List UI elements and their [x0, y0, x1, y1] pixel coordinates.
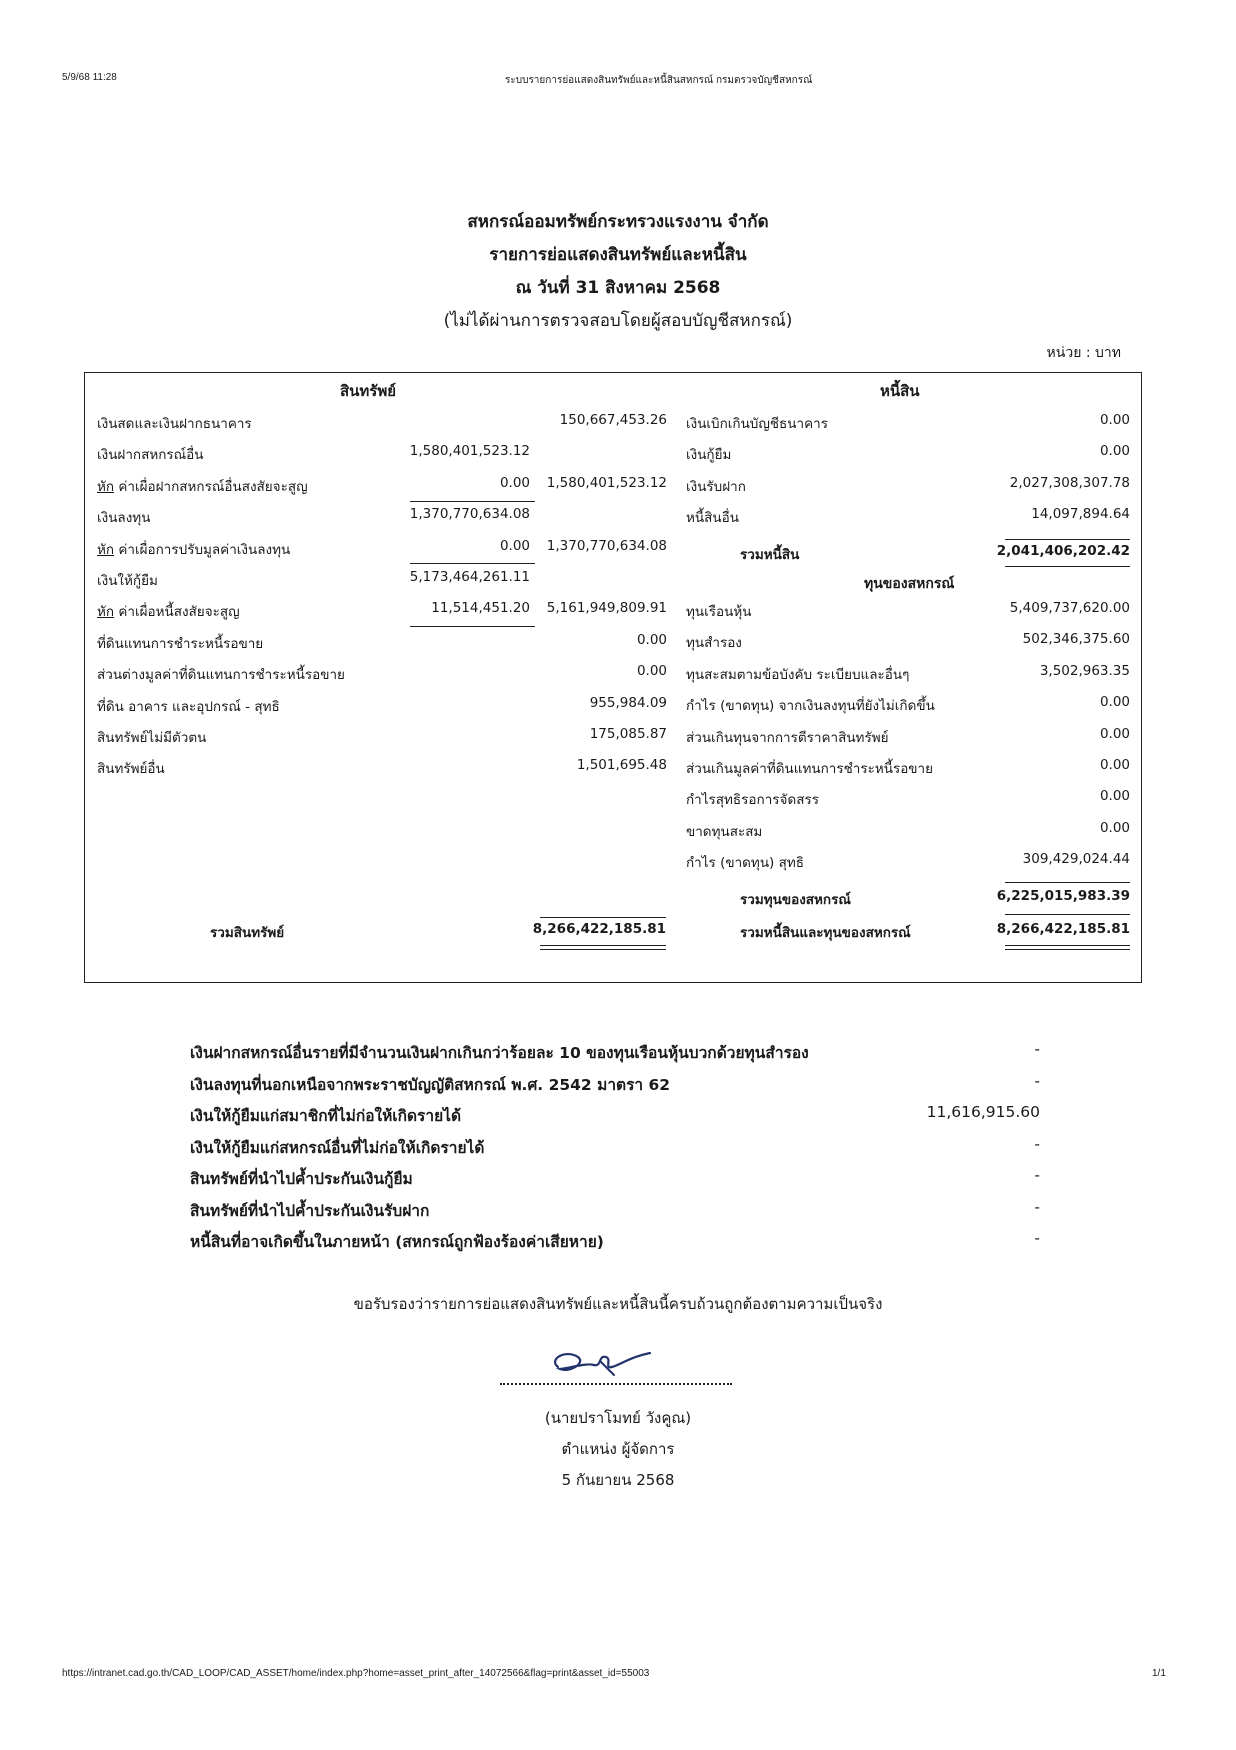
equity-label: ทุนเรือนหุ้น — [686, 604, 752, 620]
asset-label: ที่ดินแทนการชำระหนี้รอขาย — [97, 635, 264, 652]
asset-total-value: 150,667,453.26 — [559, 412, 667, 428]
note-label: เงินฝากสหกรณ์อื่นรายที่มีจำนวนเงินฝากเกินกว่าร้อยละ 10 ของทุนเรือนหุ้นบวกด้วยทุนสำรอง — [190, 1044, 809, 1062]
liabilities-total-underline — [1005, 566, 1130, 567]
equity-total-underline — [1005, 914, 1130, 915]
asset-row — [97, 412, 667, 432]
liability-label: เงินกู้ยืม — [686, 447, 732, 464]
asset-label: เงินสดและเงินฝากธนาคาร — [97, 416, 252, 432]
equity-row — [686, 788, 1130, 808]
liabilities-total-value: 2,041,406,202.42 — [996, 543, 1130, 559]
note-label: เงินให้กู้ยืมแก่สหกรณ์อื่นที่ไม่ก่อให้เกิดรายได้ — [190, 1138, 485, 1157]
equity-value: 0.00 — [1099, 819, 1130, 836]
liability-value: 14,097,894.64 — [1031, 506, 1130, 523]
asset-sub-value: 1,370,770,634.08 — [409, 506, 530, 523]
asset-label: ค่าเผื่อฝากสหกรณ์อื่นสงสัยจะสูญ — [114, 478, 308, 495]
note-value: - — [1034, 1166, 1040, 1184]
liability-row — [686, 475, 1130, 495]
equity-heading: ทุนของสหกรณ์ — [864, 576, 955, 592]
asset-prefix: หัก — [97, 478, 115, 495]
asset-row — [97, 443, 667, 463]
grand-total-doubleline — [1005, 945, 1130, 950]
asset-row — [97, 538, 667, 558]
equity-label: ส่วนเกินมูลค่าที่ดินแทนการชำระหนี้รอขาย — [686, 761, 934, 777]
liability-value: 0.00 — [1099, 412, 1130, 428]
equity-value: 3,502,963.35 — [1039, 662, 1130, 679]
asset-sub-value: 5,173,464,261.11 — [409, 569, 530, 585]
asset-total-value: 175,085.87 — [589, 726, 667, 742]
grand-total-label: รวมหนี้สินและทุนของสหกรณ์ — [740, 925, 911, 941]
certification-text: ขอรับรองว่ารายการย่อแสดงสินทรัพย์และหนี้สินนี้ครบถ้วนถูกต้องตามความเป็นจริง — [353, 1295, 883, 1313]
coop-name: สหกรณ์ออมทรัพย์กระทรวงแรงงาน จำกัด — [467, 212, 769, 232]
assets-total-topline — [540, 917, 666, 918]
asset-row — [97, 600, 667, 620]
note-value: - — [1034, 1197, 1040, 1216]
liability-label: เงินเบิกเกินบัญชีธนาคาร — [686, 416, 828, 432]
equity-value: 0.00 — [1099, 757, 1130, 773]
liability-value: 2,027,308,307.78 — [1009, 474, 1130, 491]
asset-row — [97, 663, 667, 683]
assets-total-label: รวมสินทรัพย์ — [210, 925, 285, 941]
asset-label: ค่าเผื่อการปรับมูลค่าเงินลงทุน — [114, 541, 291, 558]
note-label: หนี้สินที่อาจเกิดขึ้นในภายหน้า (สหกรณ์ถูกฟ้องร้องค่าเสียหาย) — [190, 1233, 604, 1251]
asset-total-value: 1,580,401,523.12 — [546, 474, 667, 491]
asset-row — [97, 695, 667, 715]
equity-label: ทุนสำรอง — [686, 635, 742, 652]
equity-value: 5,409,737,620.00 — [1009, 600, 1130, 616]
asset-sub-value: 1,580,401,523.12 — [409, 443, 530, 460]
equity-row — [686, 631, 1130, 651]
system-title: ระบบรายการย่อแสดงสินทรัพย์และหนี้สินสหกรณ์ กรมตรวจบัญชีสหกรณ์ — [505, 75, 813, 86]
asset-prefix: หัก — [97, 604, 115, 621]
asset-label: เงินฝากสหกรณ์อื่น — [97, 447, 204, 464]
asset-sub-value: 11,514,451.20 — [431, 600, 530, 617]
signatory-name: (นายปราโมทย์ วังคูณ) — [544, 1409, 692, 1427]
note-label: เงินลงทุนที่นอกเหนือจากพระราชบัญญัติสหกรณ์ พ.ศ. 2542 มาตรา 62 — [190, 1075, 671, 1094]
liability-label: หนี้สินอื่น — [686, 510, 739, 527]
liability-row — [686, 506, 1130, 526]
assets-heading: สินทรัพย์ — [340, 382, 397, 400]
asset-total-value: 0.00 — [636, 631, 667, 648]
sub-underline-3 — [410, 626, 535, 627]
equity-row — [686, 726, 1130, 746]
asset-total-value: 955,984.09 — [589, 694, 667, 711]
signature-image — [540, 1345, 670, 1385]
signature-line — [500, 1383, 732, 1385]
asset-row — [97, 632, 667, 652]
asset-label: ที่ดิน อาคาร และอุปกรณ์ - สุทธิ — [97, 698, 280, 715]
asset-total-value: 1,501,695.48 — [576, 757, 667, 774]
sub-underline-1 — [410, 501, 535, 502]
note-value: - — [1034, 1071, 1040, 1090]
report-title: รายการย่อแสดงสินทรัพย์และหนี้สิน — [489, 245, 747, 265]
asset-label: เงินลงทุน — [97, 510, 151, 527]
asset-label: ค่าเผื่อหนี้สงสัยจะสูญ — [114, 604, 240, 621]
page-number: 1/1 — [1152, 1668, 1166, 1679]
signatory-position: ตำแหน่ง ผู้จัดการ — [561, 1440, 675, 1458]
equity-value: 0.00 — [1099, 694, 1130, 711]
asset-sub-value: 0.00 — [499, 537, 530, 554]
equity-label: กำไร (ขาดทุน) จากเงินลงทุนที่ยังไม่เกิดขึ้น — [686, 698, 935, 715]
equity-total-value: 6,225,015,983.39 — [996, 888, 1130, 904]
liabilities-total-topline — [1005, 539, 1130, 540]
note-value: 11,616,915.60 — [926, 1103, 1040, 1121]
print-url: https://intranet.cad.go.th/CAD_LOOP/CAD_ASSET/home/index.php?home=asset_print_after_14072566&flag=print&asset_id=55003 — [62, 1668, 650, 1679]
equity-row — [686, 820, 1130, 840]
equity-label: ขาดทุนสะสม — [686, 823, 763, 840]
equity-label: กำไร (ขาดทุน) สุทธิ — [686, 855, 804, 872]
note-value: - — [1034, 1134, 1040, 1153]
assets-total-value: 8,266,422,185.81 — [532, 921, 666, 937]
equity-value: 502,346,375.60 — [1022, 631, 1130, 648]
asset-total-value: 5,161,949,809.91 — [546, 600, 667, 617]
liability-label: เงินรับฝาก — [686, 478, 746, 495]
asset-prefix: หัก — [97, 541, 115, 558]
note-value: - — [1034, 1229, 1040, 1247]
equity-row — [686, 851, 1130, 871]
equity-row — [686, 663, 1130, 683]
equity-value: 309,429,024.44 — [1022, 851, 1130, 868]
liability-row — [686, 443, 1130, 463]
assets-total-doubleline — [540, 945, 666, 950]
note-label: เงินให้กู้ยืมแก่สมาชิกที่ไม่ก่อให้เกิดรายได้ — [190, 1107, 462, 1125]
equity-total-label: รวมทุนของสหกรณ์ — [740, 892, 851, 908]
report-date: ณ วันที่ 31 สิงหาคม 2568 — [515, 278, 721, 298]
asset-sub-value: 0.00 — [499, 474, 530, 491]
asset-row — [97, 506, 667, 526]
asset-label: เงินให้กู้ยืม — [97, 573, 158, 589]
asset-row — [97, 475, 667, 495]
signatory-date: 5 กันยายน 2568 — [561, 1471, 675, 1489]
equity-row — [686, 600, 1130, 620]
asset-label: ส่วนต่างมูลค่าที่ดินแทนการชำระหนี้รอขาย — [97, 667, 345, 684]
equity-label: กำไรสุทธิรอการจัดสรร — [686, 792, 819, 809]
sub-underline-2 — [410, 563, 535, 564]
liabilities-heading: หนี้สิน — [880, 382, 920, 400]
unit-label: หน่วย : บาท — [1046, 345, 1121, 361]
equity-value: 0.00 — [1099, 788, 1130, 805]
liabilities-total-label: รวมหนี้สิน — [740, 547, 800, 563]
asset-label: สินทรัพย์ไม่มีตัวตน — [97, 730, 207, 746]
asset-total-value: 1,370,770,634.08 — [546, 537, 667, 554]
grand-total-value: 8,266,422,185.81 — [996, 921, 1130, 937]
note-label: สินทรัพย์ที่นำไปค้ำประกันเงินกู้ยืม — [190, 1170, 413, 1188]
equity-label: ส่วนเกินทุนจากการตีราคาสินทรัพย์ — [686, 729, 889, 746]
asset-row — [97, 726, 667, 746]
liability-value: 0.00 — [1099, 443, 1130, 460]
equity-row — [686, 757, 1130, 777]
equity-total-topline — [1005, 882, 1130, 883]
print-datetime: 5/9/68 11:28 — [62, 72, 117, 83]
note-label: สินทรัพย์ที่นำไปค้ำประกันเงินรับฝาก — [190, 1201, 430, 1220]
equity-row — [686, 694, 1130, 714]
asset-row — [97, 757, 667, 777]
audit-note: (ไม่ได้ผ่านการตรวจสอบโดยผู้สอบบัญชีสหกรณ์) — [443, 311, 793, 331]
liability-row — [686, 412, 1130, 432]
asset-row — [97, 569, 667, 589]
asset-label: สินทรัพย์อื่น — [97, 761, 165, 778]
asset-total-value: 0.00 — [636, 663, 667, 680]
equity-label: ทุนสะสมตามข้อบังคับ ระเบียบและอื่นๆ — [686, 666, 910, 683]
equity-value: 0.00 — [1099, 725, 1130, 742]
note-value: - — [1034, 1040, 1040, 1058]
